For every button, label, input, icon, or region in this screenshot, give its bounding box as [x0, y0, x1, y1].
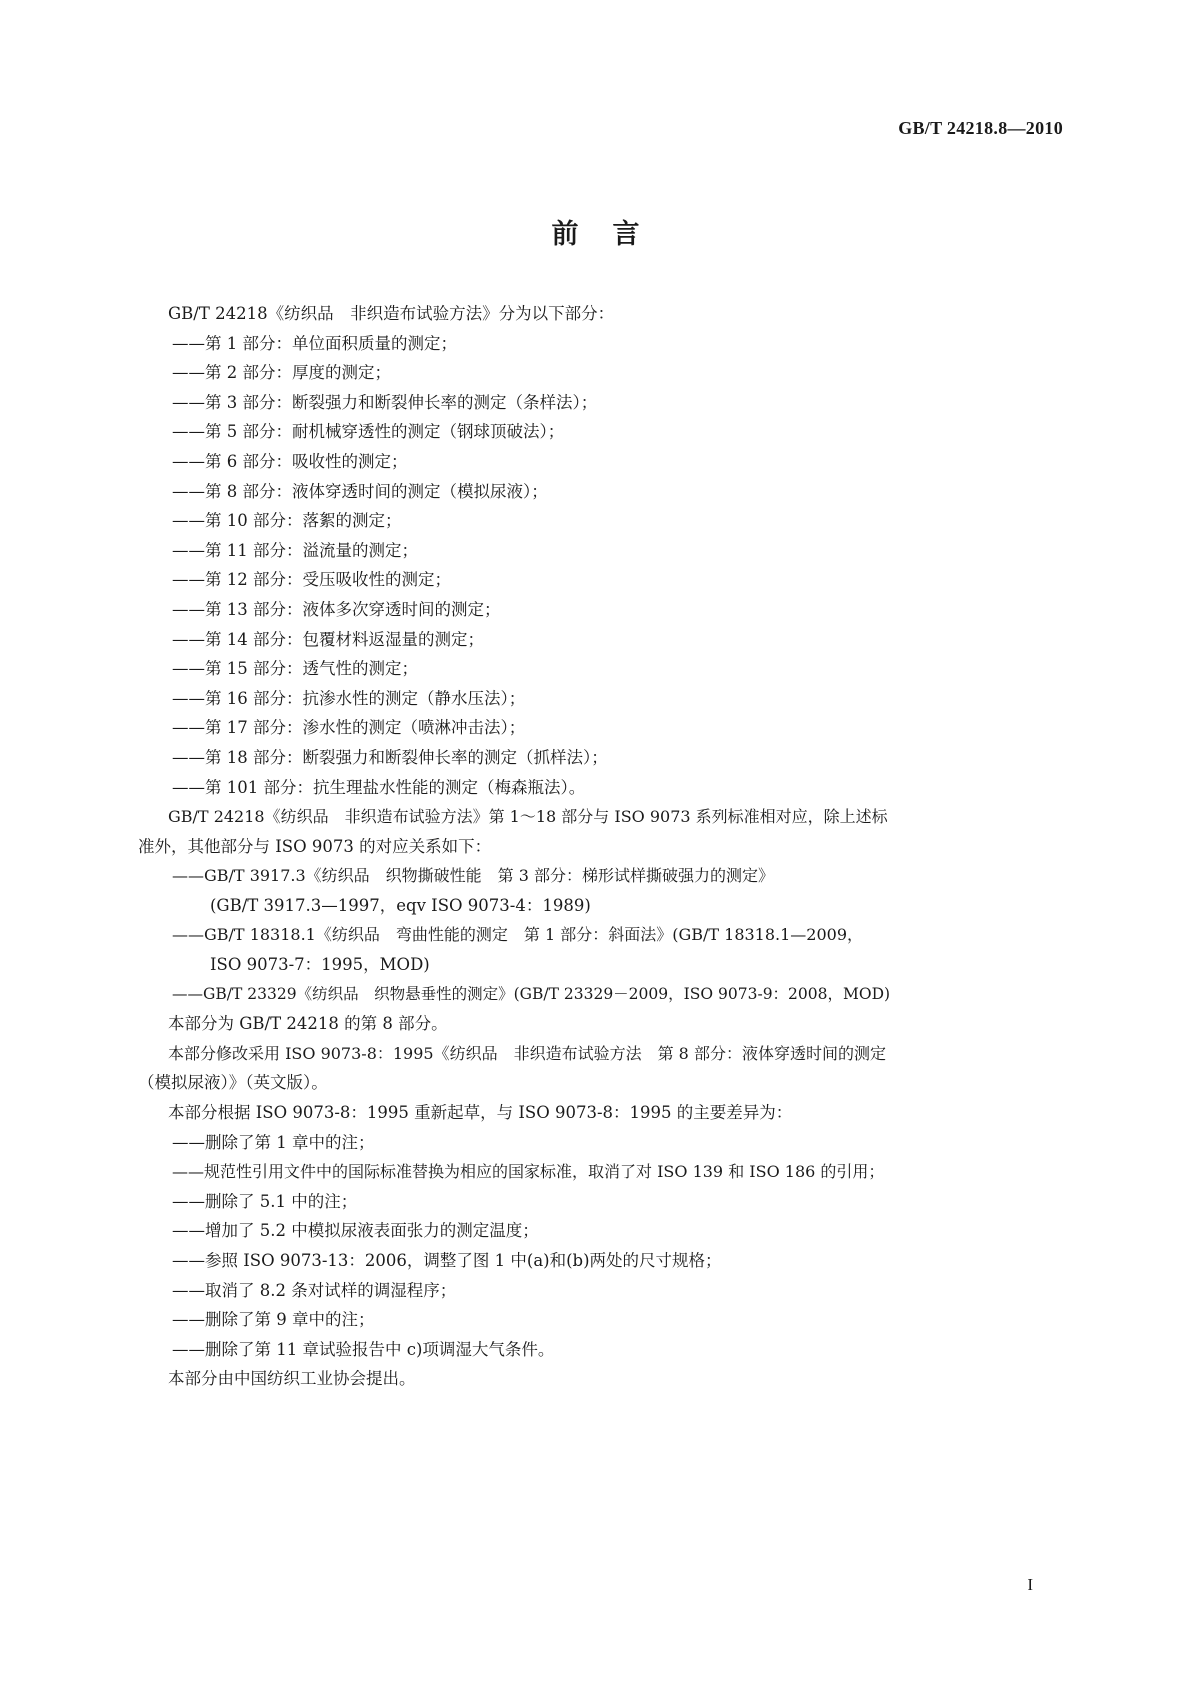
list-item: ——第 10 部分：落絮的测定； — [172, 511, 402, 531]
list-item: ——第 16 部分：抗渗水性的测定（静水压法）； — [172, 688, 526, 708]
list-item: ——第 13 部分：液体多次穿透时间的测定； — [172, 599, 501, 619]
list-item: ——参照 ISO 9073-13：2006，调整了图 1 中(a)和(b)两处的尺寸规格； — [172, 1251, 722, 1270]
list-item: ——取消了 8.2 条对试样的调湿程序； — [172, 1280, 457, 1300]
list-item: ——删除了第 11 章试验报告中 c)项调湿大气条件。 — [172, 1339, 555, 1359]
differences-list — [168, 1128, 1063, 1365]
list-item: ——删除了第 1 章中的注； — [172, 1132, 375, 1152]
list-item: ——第 1 部分：单位面积质量的测定； — [172, 333, 457, 353]
this-part-paragraph: 本部分为 GB/T 24218 的第 8 部分。 — [168, 1014, 448, 1034]
standard-number: GB/T 24218.8—2010 — [898, 118, 1063, 138]
list-item: ——删除了第 9 章中的注； — [172, 1310, 375, 1330]
list-item: ——第 14 部分：包覆材料返湿量的测定； — [172, 629, 484, 649]
paragraph-line: 本部分修改采用 ISO 9073-8：1995《纺织品 非织造布试验方法 第 8 部分：液体穿透时间的测定 — [168, 1043, 886, 1063]
parts-list — [168, 329, 1063, 803]
list-item: ——第 3 部分：断裂强力和断裂伸长率的测定（条样法）； — [172, 392, 598, 412]
differences-intro: 本部分根据 ISO 9073-8：1995 重新起草，与 ISO 9073-8：1995 的主要差异为： — [168, 1103, 793, 1123]
paragraph-line: （模拟尿液）》（英文版）。 — [138, 1073, 328, 1093]
list-item: ——删除了 5.1 中的注； — [172, 1191, 358, 1211]
paragraph-line: GB/T 24218《纺织品 非织造布试验方法》第 1～18 部分与 ISO 9073 系列标准相对应，除上述标 — [168, 807, 888, 827]
list-item: ——第 18 部分：断裂强力和断裂伸长率的测定（抓样法）； — [172, 747, 608, 767]
list-item-line: ——GB/T 23329《纺织品 织物悬垂性的测定》(GB/T 23329－2009，ISO 9073-9：2008，MOD) — [172, 984, 891, 1003]
list-item: ——规范性引用文件中的国际标准替换为相应的国家标准，取消了对 ISO 139 和 ISO 186 的引用； — [172, 1162, 885, 1182]
paragraph-line: 准外，其他部分与 ISO 9073 的对应关系如下： — [138, 836, 492, 856]
list-item — [168, 980, 1063, 1010]
list-item — [168, 861, 1063, 920]
list-item-continuation: ISO 9073-7：1995，MOD) — [210, 955, 430, 975]
list-item: ——第 5 部分：耐机械穿透性的测定（钢球顶破法）； — [172, 422, 565, 442]
foreword-body — [138, 299, 1063, 1394]
list-item: ——第 8 部分：液体穿透时间的测定（模拟尿液）； — [172, 481, 548, 501]
intro-paragraph: GB/T 24218《纺织品 非织造布试验方法》分为以下部分： — [168, 304, 615, 323]
list-item: ——第 12 部分：受压吸收性的测定； — [172, 570, 451, 590]
proposer-paragraph: 本部分由中国纺织工业协会提出。 — [168, 1369, 416, 1389]
correspondence-paragraph — [138, 802, 1063, 861]
list-item: ——第 2 部分：厚度的测定； — [172, 363, 391, 383]
page-title: 前言 — [551, 219, 674, 250]
list-item: ——第 6 部分：吸收性的测定； — [172, 451, 408, 471]
list-item-continuation: (GB/T 3917.3—1997，eqv ISO 9073-4：1989) — [210, 895, 591, 915]
list-item: ——第 15 部分：透气性的测定； — [172, 659, 418, 679]
list-item-line: ——GB/T 3917.3《纺织品 织物撕破性能 第 3 部分：梯形试样撕破强力的测定》 — [172, 866, 775, 886]
adoption-paragraph — [138, 1039, 1063, 1098]
list-item: ——第 17 部分：渗水性的测定（喷淋冲击法）； — [172, 718, 526, 738]
correspondence-list — [168, 861, 1063, 1009]
list-item: ——第 101 部分：抗生理盐水性能的测定（梅森瓶法）。 — [172, 777, 586, 797]
page-number: I — [1027, 1575, 1033, 1594]
list-item-line: ——GB/T 18318.1《纺织品 弯曲性能的测定 第 1 部分：斜面法》(GB/T 18318.1—2009， — [172, 925, 864, 945]
list-item: ——增加了 5.2 中模拟尿液表面张力的测定温度； — [172, 1221, 539, 1241]
list-item — [168, 920, 1063, 979]
list-item: ——第 11 部分：溢流量的测定； — [172, 540, 418, 560]
